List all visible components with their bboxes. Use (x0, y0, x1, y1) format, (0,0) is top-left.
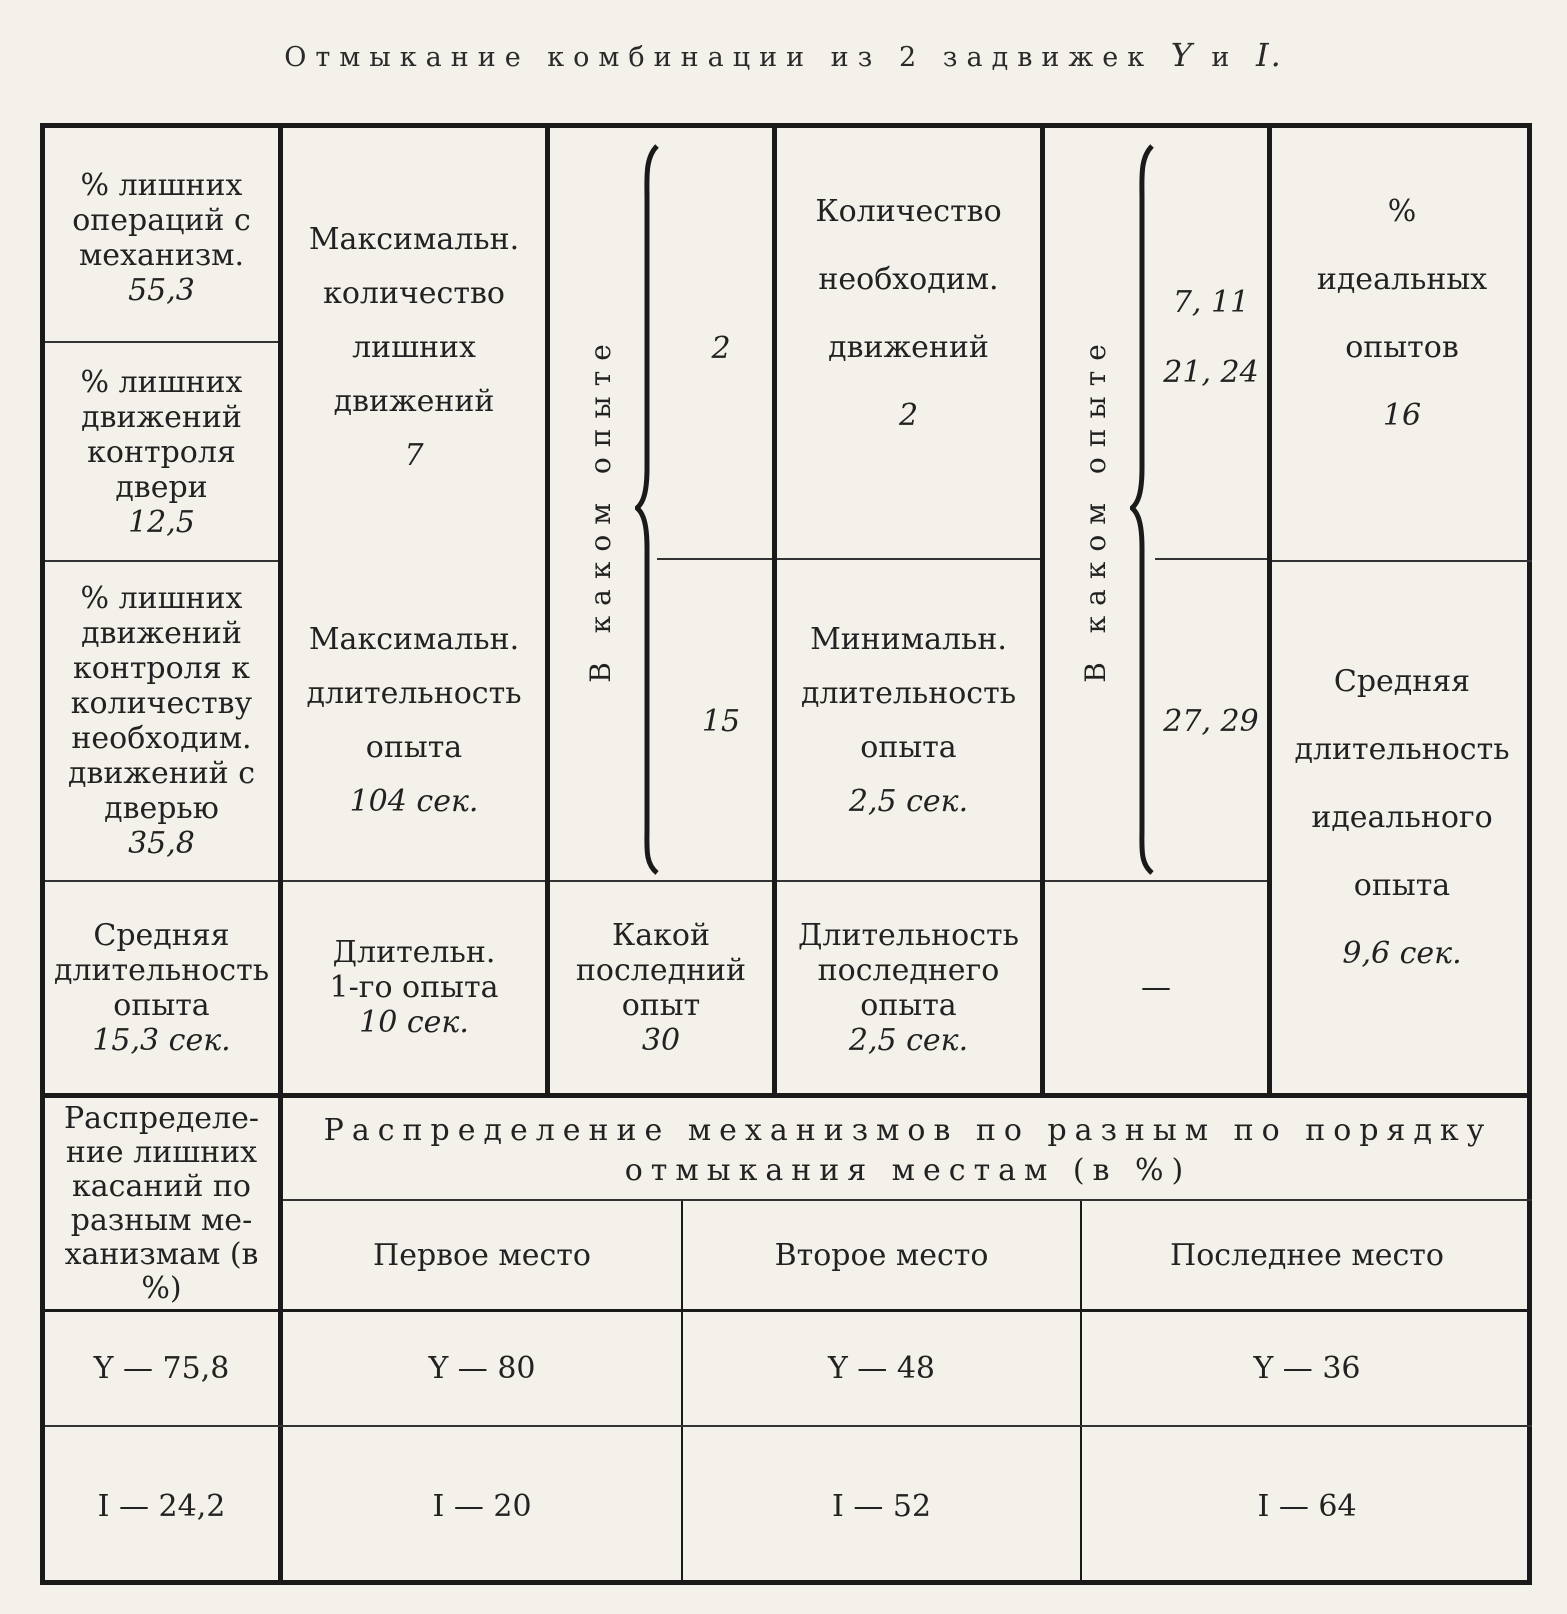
cell-value: 9,6 сек. (1342, 936, 1462, 971)
cell-max-duration (283, 565, 545, 877)
cell-value: 7, 11 (1172, 285, 1250, 320)
title-var2: I. (1256, 36, 1283, 74)
cell-last-trial (550, 885, 772, 1090)
divider (45, 880, 278, 882)
divider (657, 558, 772, 560)
cell-value: 7 (404, 438, 424, 473)
divider (283, 880, 545, 882)
table-cell (283, 1427, 681, 1585)
vertical-label-text: В каком опыте (1078, 333, 1112, 683)
vertical-label-text: В каком опыте (583, 333, 617, 683)
col-header-second-place (683, 1201, 1080, 1309)
cell-value: Y — 48 (827, 1351, 936, 1386)
cell-label: Максимальн. количество лишних движений (308, 222, 520, 419)
title-text: Отмыкание комбинации из 2 задвижек (284, 42, 1154, 73)
page-title (0, 36, 1567, 74)
divider (550, 880, 772, 882)
divider (1155, 558, 1267, 560)
cell-value: Y — 80 (428, 1351, 536, 1386)
cell-label: Средняя длительность идеального опыта (1294, 664, 1510, 903)
cell-trial-mid (670, 565, 772, 877)
title-conj: и (1211, 42, 1239, 73)
cell-value: 35,8 (128, 826, 195, 861)
cell-average-duration (45, 885, 278, 1090)
cell-label: Длительность последнего опыта (798, 917, 1019, 1023)
cell-value: Y — 75,8 (93, 1351, 230, 1386)
title-var1: Y (1170, 36, 1194, 74)
results-table (40, 123, 1532, 1585)
cell-value: I — 52 (831, 1488, 932, 1524)
cell-label: Распределе-ние лишних касаний по разным ме-ханизмам (в %) (64, 1100, 259, 1306)
col-header-label: Первое место (373, 1237, 591, 1273)
cell-door-control (45, 346, 278, 558)
cell-label: Распределение механизмов по разным по порядку отмыкания местам (в %) (323, 1113, 1493, 1188)
cell-ideal-duration (1272, 648, 1532, 1028)
cell-label: % идеальных опытов (1316, 194, 1488, 365)
cell-value: 21, 24 (1163, 355, 1259, 390)
table-cell (683, 1427, 1080, 1585)
divider (777, 558, 1040, 560)
cell-value: 30 (641, 1022, 681, 1058)
divider (45, 341, 278, 343)
cell-first-duration (283, 885, 545, 1090)
cell-extra-operations (45, 138, 278, 338)
table-cell (683, 1312, 1080, 1425)
divider (1045, 880, 1267, 882)
cell-value: I — 64 (1257, 1488, 1357, 1524)
cell-required-moves (777, 178, 1040, 558)
cell-label: Минимальн. длительность опыта (800, 622, 1017, 765)
divider (45, 560, 278, 562)
cell-label: Какой последний опыт (575, 917, 747, 1023)
cell-value: 2,5 сек. (848, 784, 969, 819)
cell-ideal-trials-list (1155, 268, 1267, 428)
cell-label: Средняя длительность опыта (53, 917, 270, 1023)
vertical-label-which-trial (555, 138, 645, 878)
cell-value: I — 20 (432, 1488, 532, 1524)
cell-label: Количество необходим. движений (815, 194, 1002, 365)
cell-label: Максимальн. длительность опыта (306, 622, 522, 765)
table-cell (283, 1312, 681, 1425)
cell-ideal-percent (1272, 178, 1532, 558)
cell-value: 2 (711, 330, 731, 366)
cell-value: 16 (1382, 398, 1422, 433)
cell-max-extra-moves (283, 138, 545, 558)
col-header-label: Второе место (774, 1237, 989, 1273)
col-header-last-place (1082, 1201, 1532, 1309)
cell-value: 27, 29 (1163, 703, 1259, 739)
table-cell (1082, 1312, 1532, 1425)
cell-label: % лишних операций с механизм. (72, 168, 251, 273)
cell-last-duration (777, 885, 1040, 1090)
table-cell (45, 1427, 278, 1585)
cell-value: Y — 36 (1253, 1351, 1361, 1386)
cell-min-duration (777, 565, 1040, 877)
divider (1272, 560, 1532, 562)
cell-value: 55,3 (128, 273, 195, 308)
divider (777, 880, 1040, 882)
cell-value: 104 сек. (349, 784, 479, 819)
col-header-first-place (283, 1201, 681, 1309)
cell-value: 15,3 сек. (92, 1022, 231, 1058)
col-header-label: Последнее место (1170, 1237, 1444, 1273)
cell-mechanism-distribution-header (303, 1103, 1513, 1199)
cell-value: 2 (898, 398, 919, 433)
cell-trial-top (670, 138, 772, 558)
cell-label: Длительн. 1-го опыта (329, 935, 499, 1005)
cell-value: 2,5 сек. (848, 1022, 969, 1058)
brace-icon (635, 138, 665, 878)
cell-label: % лишних движений контроля двери (80, 364, 243, 505)
cell-value: I — 24,2 (97, 1488, 226, 1524)
cell-empty-dash (1045, 885, 1267, 1090)
cell-trial-mid-2 (1155, 565, 1267, 877)
cell-label: % лишних движений контроля к количеству необходим. движений с дверью (67, 581, 256, 826)
vertical-label-which-trial-2 (1050, 138, 1140, 878)
cell-value: 15 (701, 703, 741, 739)
table-cell (1082, 1427, 1532, 1585)
cell-control-ratio (45, 565, 278, 877)
table-cell (45, 1312, 278, 1425)
cell-value: 10 сек. (359, 1005, 469, 1040)
cell-touches-distribution-header (45, 1098, 278, 1309)
cell-value: 12,5 (128, 504, 195, 540)
cell-value: — (1141, 970, 1171, 1005)
